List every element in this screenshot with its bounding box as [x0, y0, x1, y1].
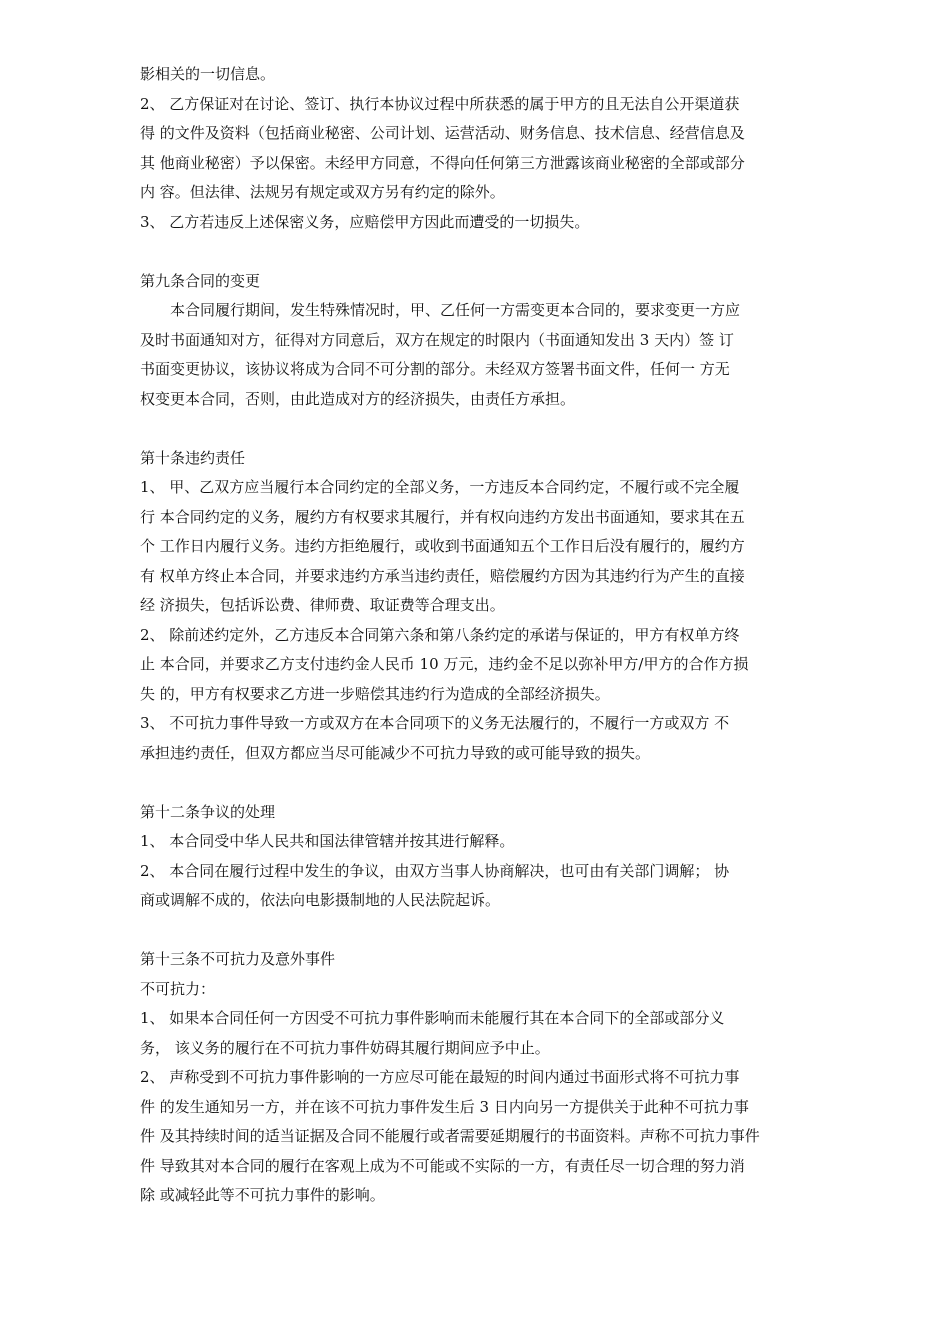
text-line: 书面变更协议，该协议将成为合同不可分割的部分。未经双方签署书面文件，任何一 方无	[140, 360, 730, 378]
text-line: 务， 该义务的履行在不可抗力事件妨碍其履行期间应予中止。	[140, 1038, 550, 1057]
paragraph-gap	[140, 768, 840, 798]
subheading-force-majeure: 不可抗力：	[140, 979, 216, 998]
clause-item-2: 2、 乙方保证对在讨论、签订、执行本协议过程中所获悉的属于甲方的且无法自公开渠道获	[140, 94, 740, 113]
section-heading-article-10: 第十条违约责任	[140, 448, 246, 467]
text-line: 经 济损失，包括诉讼费、律师费、取证费等合理支出。	[140, 596, 505, 614]
text-line: 商或调解不成的，依法向电影摄制地的人民法院起诉。	[140, 891, 501, 909]
text-line: 件 的发生通知另一方，并在该不可抗力事件发生后 3 日内向另一方提供关于此种不可抗力事	[140, 1097, 749, 1116]
text-line: 本合同履行期间，发生特殊情况时，甲、乙任何一方需变更本合同的，要求变更一方应	[170, 301, 741, 319]
text-line: 件 及其持续时间的适当证据及合同不能履行或者需要延期履行的书面资料。声称不可抗力事件	[140, 1127, 760, 1145]
paragraph-gap	[140, 916, 840, 946]
clause-item-3: 3、 不可抗力事件导致一方或双方在本合同项下的义务无法履行的，不履行一方或双方 不	[140, 714, 730, 732]
paragraph-gap	[140, 237, 840, 267]
section-heading-article-12: 第十二条争议的处理	[140, 802, 276, 821]
clause-item-2: 2、 除前述约定外，乙方违反本合同第六条和第八条约定的承诺与保证的，甲方有权单方终	[140, 625, 740, 644]
text-line: 承担违约责任，但双方都应当尽可能减少不可抗力导致的或可能导致的损失。	[140, 743, 651, 762]
clause-item-1: 1、 本合同受中华人民共和国法律管辖并按其进行解释。	[140, 832, 515, 850]
clause-item-2: 2、 声称受到不可抗力事件影响的一方应尽可能在最短的时间内通过书面形式将不可抗力事	[140, 1068, 740, 1086]
text-line: 失 的，甲方有权要求乙方进一步赔偿其违约行为造成的全部经济损失。	[140, 684, 610, 703]
text-line: 内 容。但法律、法规另有规定或双方另有约定的除外。	[140, 183, 505, 201]
text-line: 个 工作日内履行义务。违约方拒绝履行，或收到书面通知五个工作日后没有履行的，履约方	[140, 537, 745, 555]
section-heading-article-9: 第九条合同的变更	[140, 271, 261, 290]
text-line: 件 导致其对本合同的履行在客观上成为不可能或不实际的一方，有责任尽一切合理的努力消	[140, 1156, 745, 1175]
section-heading-article-13: 第十三条不可抗力及意外事件	[140, 950, 336, 968]
text-line: 行 本合同约定的义务，履约方有权要求其履行，并有权向违约方发出书面通知，要求其在五	[140, 507, 745, 526]
text-line: 权变更本合同，否则，由此造成对方的经济损失，由责任方承担。	[140, 389, 576, 408]
document-body	[140, 60, 840, 1211]
clause-item-2: 2、 本合同在履行过程中发生的争议，由双方当事人协商解决，也可由有关部门调解； 协	[140, 861, 730, 880]
text-line: 除 或减轻此等不可抗力事件的影响。	[140, 1186, 385, 1204]
clause-item-3: 3、 乙方若违反上述保密义务，应赔偿甲方因此而遭受的一切损失。	[140, 212, 590, 231]
text-line: 止 本合同，并要求乙方支付违约金人民币 10 万元，违约金不足以弥补甲方/甲方的合作方损	[140, 655, 749, 673]
text-line: 影相关的一切信息。	[140, 65, 276, 83]
text-line: 及时书面通知对方，征得对方同意后，双方在规定的时限内（书面通知发出 3 天内）签 订	[140, 330, 734, 349]
clause-item-1: 1、 如果本合同任何一方因受不可抗力事件影响而未能履行其在本合同下的全部或部分义	[140, 1009, 725, 1027]
text-line: 其 他商业秘密）予以保密。未经甲方同意，不得向任何第三方泄露该商业秘密的全部或部分	[140, 153, 745, 172]
text-line: 有 权单方终止本合同，并要求违约方承当违约责任，赔偿履约方因为其违约行为产生的直接	[140, 566, 745, 585]
paragraph-gap	[140, 414, 840, 444]
text-line: 得 的文件及资料（包括商业秘密、公司计划、运营活动、财务信息、技术信息、经营信息及	[140, 124, 745, 142]
clause-item-1: 1、 甲、乙双方应当履行本合同约定的全部义务，一方违反本合同约定，不履行或不完全履	[140, 478, 740, 496]
